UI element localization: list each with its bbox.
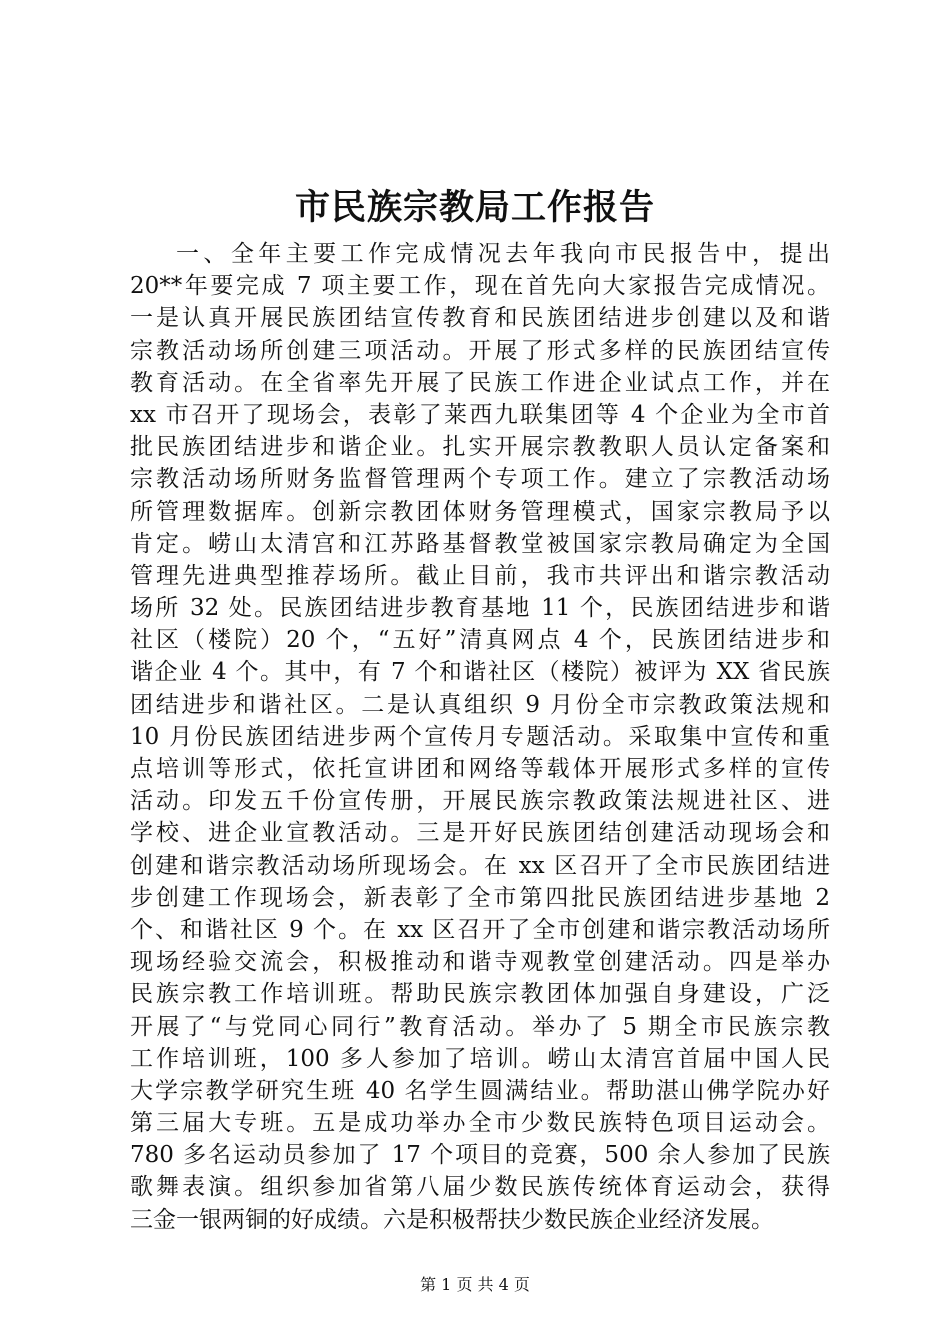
paragraph-line: 学校、进企业宣教活动。三是开好民族团结创建活动现场会和 bbox=[130, 820, 830, 847]
paragraph-line: 个、和谐社区 9 个。在 xx 区召开了全市创建和谐宗教活动场所 bbox=[130, 916, 830, 943]
paragraph-line: 教育活动。在全省率先开展了民族工作进企业试点工作，并在 bbox=[130, 369, 830, 396]
paragraph-line: 一是认真开展民族团结宣传教育和民族团结进步创建以及和谐 bbox=[130, 305, 830, 332]
paragraph-line: 10 月份民族团结进步两个宣传月专题活动。采取集中宣传和重 bbox=[130, 723, 830, 750]
paragraph-line: 宗教活动场所创建三项活动。开展了形式多样的民族团结宣传 bbox=[130, 337, 830, 364]
paragraph-line: 现场经验交流会，积极推动和谐寺观教堂创建活动。四是举办 bbox=[130, 949, 830, 976]
paragraph-line: 场所 32 处。民族团结进步教育基地 11 个，民族团结进步和谐 bbox=[130, 595, 830, 622]
document-title: 市民族宗教局工作报告 bbox=[294, 187, 655, 228]
paragraph-line: 创建和谐宗教活动场所现场会。在 xx 区召开了全市民族团结进 bbox=[130, 852, 830, 879]
paragraph-line: 歌舞表演。组织参加省第八届少数民族传统体育运动会，获得 bbox=[130, 1174, 830, 1201]
paragraph-line: 点培训等形式，依托宣讲团和网络等载体开展形式多样的宣传 bbox=[130, 756, 830, 782]
paragraph-line: 活动。印发五千份宣传册，开展民族宗教政策法规进社区、进 bbox=[130, 788, 830, 815]
page-number: 第 1 页 共 4 页 bbox=[420, 1275, 530, 1294]
paragraph-line: xx 市召开了现场会，表彰了莱西九联集团等 4 个企业为全市首 bbox=[130, 401, 830, 428]
paragraph-line: 民族宗教工作培训班。帮助民族宗教团体加强自身建设，广泛 bbox=[130, 981, 830, 1008]
paragraph-line: 宗教活动场所财务监督管理两个专项工作。建立了宗教活动场 bbox=[130, 466, 830, 493]
document-body bbox=[130, 238, 830, 1236]
paragraph-line: 团结进步和谐社区。二是认真组织 9 月份全市宗教政策法规和 bbox=[130, 691, 830, 718]
paragraph-line: 第三届大专班。五是成功举办全市少数民族特色项目运动会。 bbox=[130, 1110, 830, 1137]
paragraph-line: 所管理数据库。创新宗教团体财务管理模式，国家宗教局予以 bbox=[130, 498, 830, 525]
paragraph-line: 三金一银两铜的好成绩。六是积极帮扶少数民族企业经济发展。 bbox=[130, 1206, 774, 1233]
paragraph-line: 大学宗教学研究生班 40 名学生圆满结业。帮助湛山佛学院办好 bbox=[130, 1077, 830, 1104]
paragraph-line: 780 多名运动员参加了 17 个项目的竞赛，500 余人参加了民族 bbox=[130, 1142, 830, 1169]
paragraph-line: 步创建工作现场会，新表彰了全市第四批民族团结进步基地 2 bbox=[130, 884, 830, 911]
paragraph-line: 一、全年主要工作完成情况去年我向市民报告中，提出 bbox=[176, 241, 830, 267]
paragraph-line: 谐企业 4 个。其中，有 7 个和谐社区（楼院）被评为 XX 省民族 bbox=[130, 659, 830, 686]
paragraph-line: 工作培训班，100 多人参加了培训。崂山太清宫首届中国人民 bbox=[130, 1045, 830, 1072]
paragraph-line: 批民族团结进步和谐企业。扎实开展宗教教职人员认定备案和 bbox=[130, 434, 830, 461]
paragraph-line: 开展了“与党同心同行”教育活动。举办了 5 期全市民族宗教 bbox=[130, 1013, 830, 1040]
paragraph-line: 管理先进典型推荐场所。截止目前，我市共评出和谐宗教活动 bbox=[130, 562, 830, 589]
paragraph-line: 肯定。崂山太清宫和江苏路基督教堂被国家宗教局确定为全国 bbox=[130, 530, 830, 557]
paragraph-line: 20**年要完成 7 项主要工作，现在首先向大家报告完成情况。 bbox=[130, 273, 830, 300]
paragraph-line: 社区（楼院）20 个，“五好”清真网点 4 个，民族团结进步和 bbox=[130, 627, 830, 654]
